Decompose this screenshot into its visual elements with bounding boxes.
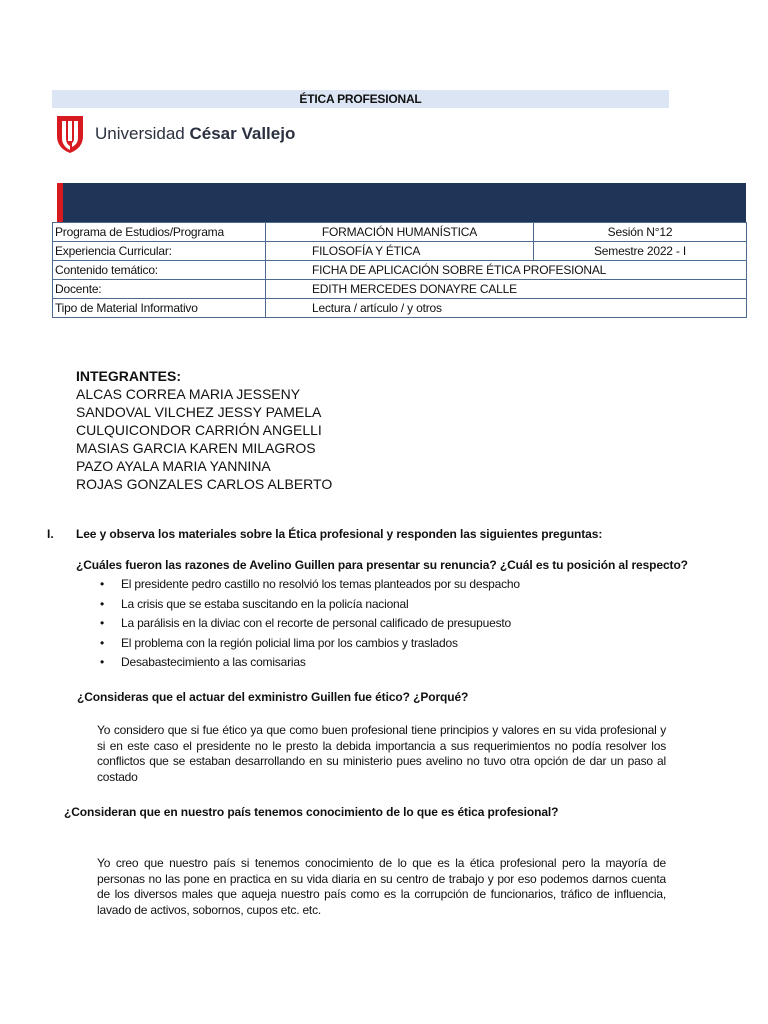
question-1: ¿Cuáles fueron las razones de Avelino Guillen para presentar su renuncia? ¿Cuál es tu posición al respecto? xyxy=(76,558,688,572)
table-row xyxy=(53,261,747,280)
list-item: • El presidente pedro castillo no resolvió los temas planteados por su despacho xyxy=(100,575,520,595)
table-row xyxy=(53,280,747,299)
list-item: PAZO AYALA MARIA YANNINA xyxy=(76,458,271,474)
table-row xyxy=(53,223,747,242)
members-list xyxy=(76,367,332,493)
list-item: • Desabastecimiento a las comisarias xyxy=(100,653,520,673)
info-extra: Sesión N°12 xyxy=(534,223,747,242)
question-1-answers xyxy=(100,575,520,673)
list-item: SANDOVAL VILCHEZ JESSY PAMELA xyxy=(76,404,322,420)
info-value: Lectura / artículo / y otros xyxy=(266,299,747,318)
list-item: • La crisis que se estaba suscitando en la policía nacional xyxy=(100,595,520,615)
question-3: ¿Consideran que en nuestro país tenemos conocimiento de lo que es ética profesional? xyxy=(64,805,559,819)
info-label: Experiencia Curricular: xyxy=(53,242,266,261)
info-label: Programa de Estudios/Programa xyxy=(53,223,266,242)
list-item: • La parálisis en la diviac con el recorte de personal calificado de presupuesto xyxy=(100,614,520,634)
header-accent-stripe xyxy=(57,183,63,222)
members-heading: INTEGRANTES: xyxy=(76,368,181,384)
question-2: ¿Consideras que el actuar del exministro Guillen fue ético? ¿Porqué? xyxy=(77,690,469,704)
info-value: EDITH MERCEDES DONAYRE CALLE xyxy=(266,280,747,299)
ucv-shield-logo-icon xyxy=(55,114,85,154)
document-title: ÉTICA PROFESIONAL xyxy=(52,90,669,108)
section-number: I. xyxy=(47,527,54,541)
info-label: Contenido temático: xyxy=(53,261,266,280)
info-extra: Semestre 2022 - I xyxy=(534,242,747,261)
answer-3: Yo creo que nuestro país si tenemos conocimiento de lo que es la ética profesional pero la mayoría de personas no las pone en practica en su vida diaria en su centro de trabajo y por eso podemos darnos cuenta de los diversos males que aqueja nuestro país como es la corrupción de funcionarios, tráfico de influencia, lavado de activos, sobornos, cupos etc. etc. xyxy=(97,856,666,917)
course-info-table xyxy=(52,222,747,318)
university-logo xyxy=(55,114,295,154)
table-row xyxy=(53,299,747,318)
list-item: MASIAS GARCIA KAREN MILAGROS xyxy=(76,440,316,456)
info-value: FILOSOFÍA Y ÉTICA xyxy=(266,242,534,261)
info-label: Tipo de Material Informativo xyxy=(53,299,266,318)
table-row xyxy=(53,242,747,261)
info-label: Docente: xyxy=(53,280,266,299)
info-value: FORMACIÓN HUMANÍSTICA xyxy=(266,223,534,242)
list-item: ROJAS GONZALES CARLOS ALBERTO xyxy=(76,476,333,492)
list-item: CULQUICONDOR CARRIÓN ANGELLI xyxy=(76,422,322,438)
answer-2: Yo considero que si fue ético ya que como buen profesional tiene principios y valores en su vida profesional y si en este caso el presidente no le presto la debida importancia a sus requerimientos no podía resolver los conflictos que se estaban desarrollando en su ministerio pues avelino no tuvo otra opción de dar un paso al costado xyxy=(97,723,666,784)
info-value: FICHA DE APLICACIÓN SOBRE ÉTICA PROFESIONAL xyxy=(266,261,747,280)
section-instruction: Lee y observa los materiales sobre la Ética profesional y responden las siguientes preguntas: xyxy=(76,527,603,541)
list-item: ALCAS CORREA MARIA JESSENY xyxy=(76,386,301,402)
header-band xyxy=(57,183,746,222)
list-item: • El problema con la región policial lima por los cambios y traslados xyxy=(100,634,520,654)
university-name: Universidad César Vallejo xyxy=(95,124,296,143)
